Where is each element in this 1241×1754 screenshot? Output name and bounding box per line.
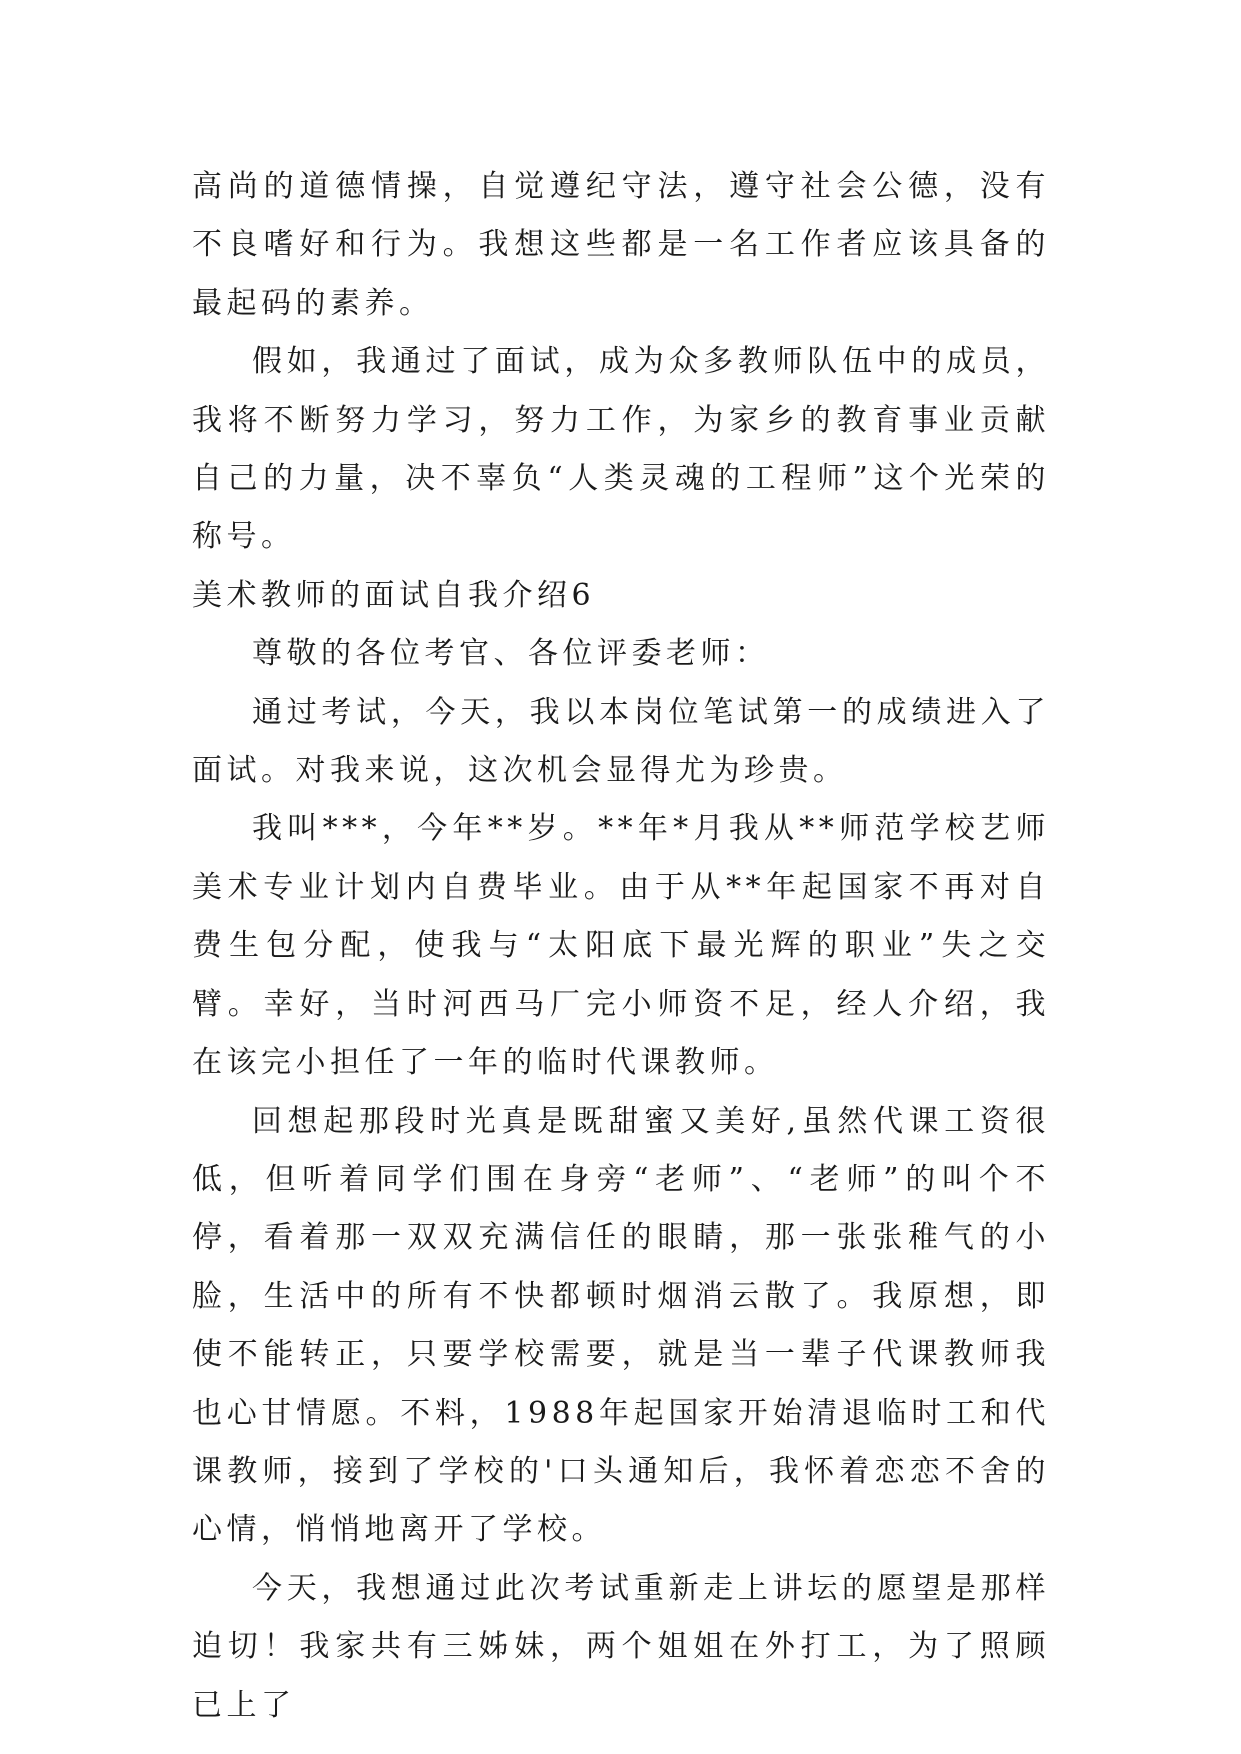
paragraph-continuation: 高尚的道德情操，自觉遵纪守法，遵守社会公德，没有不良嗜好和行为。我想这些都是一名工作者应该具备的最起码的素养。: [192, 169, 1050, 321]
paragraph-memories: 回想起那段时光真是既甜蜜又美好,虽然代课工资很低，但听着同学们围在身旁“老师”、“老师”的叫个不停，看着那一双双充满信任的眼睛，那一张张稚气的小脸，生活中的所有不快都顿时烟消云散了。我原想，即使不能转正，只要学校需要，就是当一辈子代课教师我也心甘情愿。不料，1988年起国家开始清退临时工和代课教师，接到了学校的'口头通知后，我怀着恋恋不舍的心情，悄悄地离开了学校。: [192, 1103, 1050, 1548]
document-body: [192, 158, 1050, 1735]
paragraph-motivation: 今天，我想通过此次考试重新走上讲坛的愿望是那样迫切！我家共有三姊妹，两个姐姐在外打工，为了照顾已上了: [192, 1570, 1050, 1723]
section-heading: 美术教师的面试自我介绍6: [192, 577, 596, 613]
paragraph-interview-promise: 假如，我通过了面试，成为众多教师队伍中的成员，我将不断努力学习，努力工作，为家乡的教育事业贡献自己的力量，决不辜负“人类灵魂的工程师”这个光荣的称号。: [192, 344, 1050, 555]
paragraph-salutation: 尊敬的各位考官、各位评委老师：: [252, 636, 770, 672]
paragraph-background: 我叫***，今年**岁。**年*月我从**师范学校艺师美术专业计划内自费毕业。由于从**年起国家不再对自费生包分配，使我与“太阳底下最光辉的职业”失之交臂。幸好，当时河西马厂完小师资不足，经人介绍，我在该完小担任了一年的临时代课教师。: [192, 811, 1050, 1081]
paragraph-exam-result: 通过考试，今天，我以本岗位笔试第一的成绩进入了面试。对我来说，这次机会显得尤为珍贵。: [192, 694, 1050, 789]
